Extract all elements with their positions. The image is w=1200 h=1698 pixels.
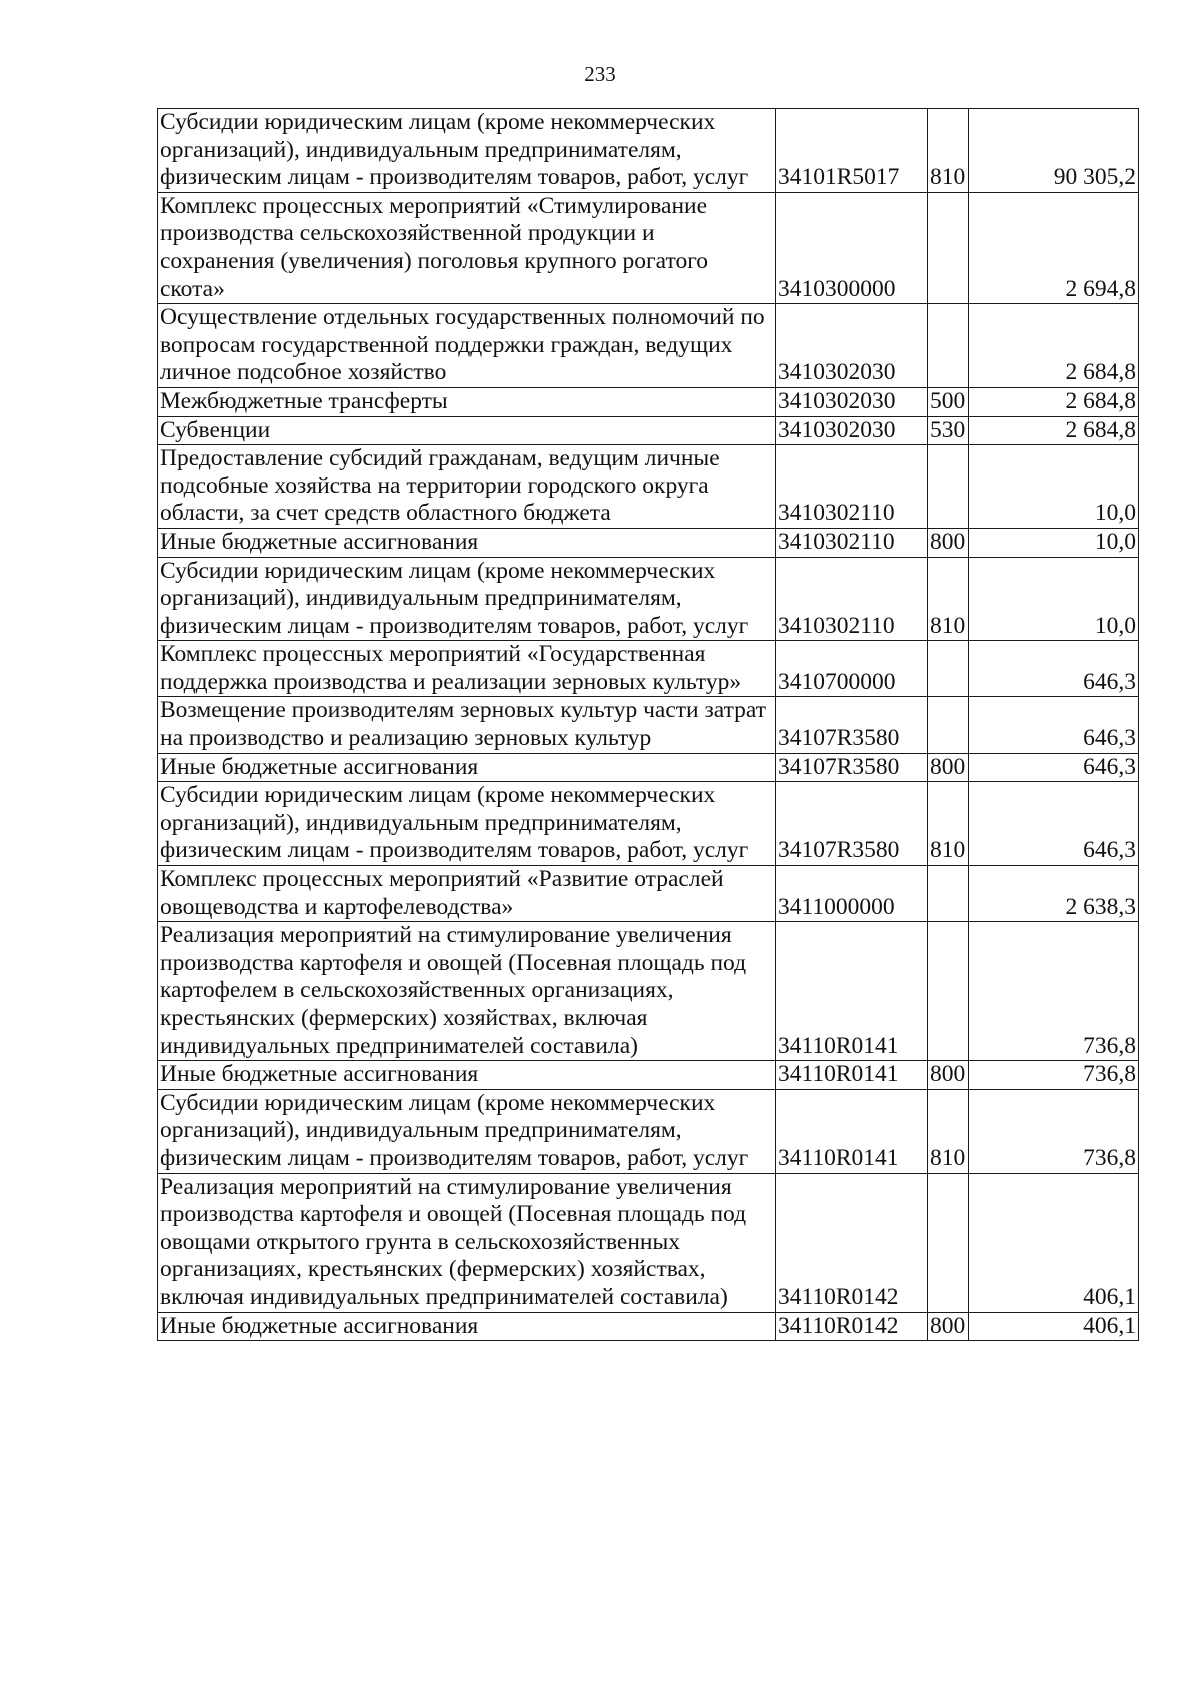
row-sum-cell: 646,3	[969, 753, 1139, 782]
row-type-cell	[928, 304, 969, 388]
row-code-cell: 3411000000	[776, 866, 928, 922]
row-sum-cell: 646,3	[969, 782, 1139, 866]
row-sum-cell: 406,1	[969, 1173, 1139, 1312]
row-code-cell: 3410302030	[776, 387, 928, 416]
row-sum-cell: 736,8	[969, 1089, 1139, 1173]
row-sum-cell: 2 684,8	[969, 304, 1139, 388]
row-sum-cell: 736,8	[969, 1061, 1139, 1090]
table-row	[158, 922, 1139, 1061]
table-row	[158, 641, 1139, 697]
row-name-cell: Иные бюджетные ассигнования	[158, 1061, 776, 1090]
table-row	[158, 1173, 1139, 1312]
table-row	[158, 304, 1139, 388]
row-name-cell: Иные бюджетные ассигнования	[158, 528, 776, 557]
table-row	[158, 192, 1139, 303]
row-code-cell: 3410302030	[776, 416, 928, 445]
row-name-cell: Предоставление субсидий гражданам, ведущим личные подсобные хозяйства на территории городского округа области, за счет средств областного бюджета	[158, 445, 776, 529]
row-code-cell: 3410302110	[776, 557, 928, 641]
table-row	[158, 557, 1139, 641]
table-row	[158, 445, 1139, 529]
row-sum-cell: 406,1	[969, 1312, 1139, 1341]
table-row	[158, 1089, 1139, 1173]
row-sum-cell: 2 684,8	[969, 387, 1139, 416]
row-type-cell	[928, 922, 969, 1061]
row-code-cell: 3410300000	[776, 192, 928, 303]
table-row	[158, 109, 1139, 193]
row-code-cell: 34110R0141	[776, 1089, 928, 1173]
row-code-cell: 3410302110	[776, 528, 928, 557]
row-type-cell: 800	[928, 528, 969, 557]
table-row	[158, 1061, 1139, 1090]
row-name-cell: Иные бюджетные ассигнования	[158, 1312, 776, 1341]
table-row	[158, 387, 1139, 416]
table-row	[158, 866, 1139, 922]
row-type-cell: 800	[928, 1061, 969, 1090]
page-number: 233	[584, 62, 616, 86]
row-type-cell: 810	[928, 109, 969, 193]
row-name-cell: Комплекс процессных мероприятий «Государственная поддержка производства и реализации зерновых культур»	[158, 641, 776, 697]
row-code-cell: 3410700000	[776, 641, 928, 697]
row-name-cell: Комплекс процессных мероприятий «Развитие отраслей овощеводства и картофелеводства»	[158, 866, 776, 922]
row-type-cell: 500	[928, 387, 969, 416]
table-row	[158, 416, 1139, 445]
row-name-cell: Субсидии юридическим лицам (кроме некоммерческих организаций), индивидуальным предпринимателям, физическим лицам - производителям товаров, работ, услуг	[158, 109, 776, 193]
row-sum-cell: 646,3	[969, 697, 1139, 753]
table-row	[158, 697, 1139, 753]
row-name-cell: Реализация мероприятий на стимулирование увеличения производства картофеля и овощей (Посевная площадь под картофелем в сельскохозяйственных организациях, крестьянских (фермерских) хозяйствах, включая индивидуальных предпринимателей составила)	[158, 922, 776, 1061]
row-name-cell: Иные бюджетные ассигнования	[158, 753, 776, 782]
row-name-cell: Возмещение производителям зерновых культур части затрат на производство и реализацию зерновых культур	[158, 697, 776, 753]
row-sum-cell: 646,3	[969, 641, 1139, 697]
row-type-cell: 530	[928, 416, 969, 445]
row-code-cell: 34110R0142	[776, 1173, 928, 1312]
row-type-cell	[928, 697, 969, 753]
row-name-cell: Субсидии юридическим лицам (кроме некоммерческих организаций), индивидуальным предпринимателям, физическим лицам - производителям товаров, работ, услуг	[158, 782, 776, 866]
row-code-cell: 34101R5017	[776, 109, 928, 193]
row-name-cell: Осуществление отдельных государственных полномочий по вопросам государственной поддержки граждан, ведущих личное подсобное хозяйство	[158, 304, 776, 388]
table-row	[158, 753, 1139, 782]
row-sum-cell: 90 305,2	[969, 109, 1139, 193]
table-row	[158, 1312, 1139, 1341]
row-type-cell: 810	[928, 1089, 969, 1173]
row-code-cell: 3410302030	[776, 304, 928, 388]
row-type-cell	[928, 445, 969, 529]
row-sum-cell: 2 638,3	[969, 866, 1139, 922]
budget-table-body	[158, 109, 1139, 1341]
row-sum-cell: 2 684,8	[969, 416, 1139, 445]
row-sum-cell: 736,8	[969, 922, 1139, 1061]
row-name-cell: Комплекс процессных мероприятий «Стимулирование производства сельскохозяйственной продукции и сохранения (увеличения) поголовья крупного рогатого скота»	[158, 192, 776, 303]
row-code-cell: 34110R0141	[776, 1061, 928, 1090]
row-code-cell: 34107R3580	[776, 782, 928, 866]
row-code-cell: 34110R0141	[776, 922, 928, 1061]
row-type-cell: 800	[928, 1312, 969, 1341]
row-name-cell: Реализация мероприятий на стимулирование увеличения производства картофеля и овощей (Посевная площадь под овощами открытого грунта в сельскохозяйственных организациях, крестьянских (фермерских) хозяйствах, включая индивидуальных предпринимателей составила)	[158, 1173, 776, 1312]
row-type-cell	[928, 192, 969, 303]
row-code-cell: 34110R0142	[776, 1312, 928, 1341]
row-code-cell: 34107R3580	[776, 753, 928, 782]
row-name-cell: Субсидии юридическим лицам (кроме некоммерческих организаций), индивидуальным предпринимателям, физическим лицам - производителям товаров, работ, услуг	[158, 1089, 776, 1173]
budget-table	[157, 108, 1139, 1341]
row-code-cell: 34107R3580	[776, 697, 928, 753]
row-name-cell: Межбюджетные трансферты	[158, 387, 776, 416]
row-type-cell: 800	[928, 753, 969, 782]
row-code-cell: 3410302110	[776, 445, 928, 529]
row-sum-cell: 10,0	[969, 557, 1139, 641]
row-name-cell: Субсидии юридическим лицам (кроме некоммерческих организаций), индивидуальным предпринимателям, физическим лицам - производителям товаров, работ, услуг	[158, 557, 776, 641]
table-row	[158, 528, 1139, 557]
row-type-cell	[928, 641, 969, 697]
table-row	[158, 782, 1139, 866]
row-sum-cell: 2 694,8	[969, 192, 1139, 303]
row-type-cell: 810	[928, 557, 969, 641]
row-sum-cell: 10,0	[969, 528, 1139, 557]
row-name-cell: Субвенции	[158, 416, 776, 445]
row-sum-cell: 10,0	[969, 445, 1139, 529]
row-type-cell	[928, 1173, 969, 1312]
row-type-cell	[928, 866, 969, 922]
row-type-cell: 810	[928, 782, 969, 866]
